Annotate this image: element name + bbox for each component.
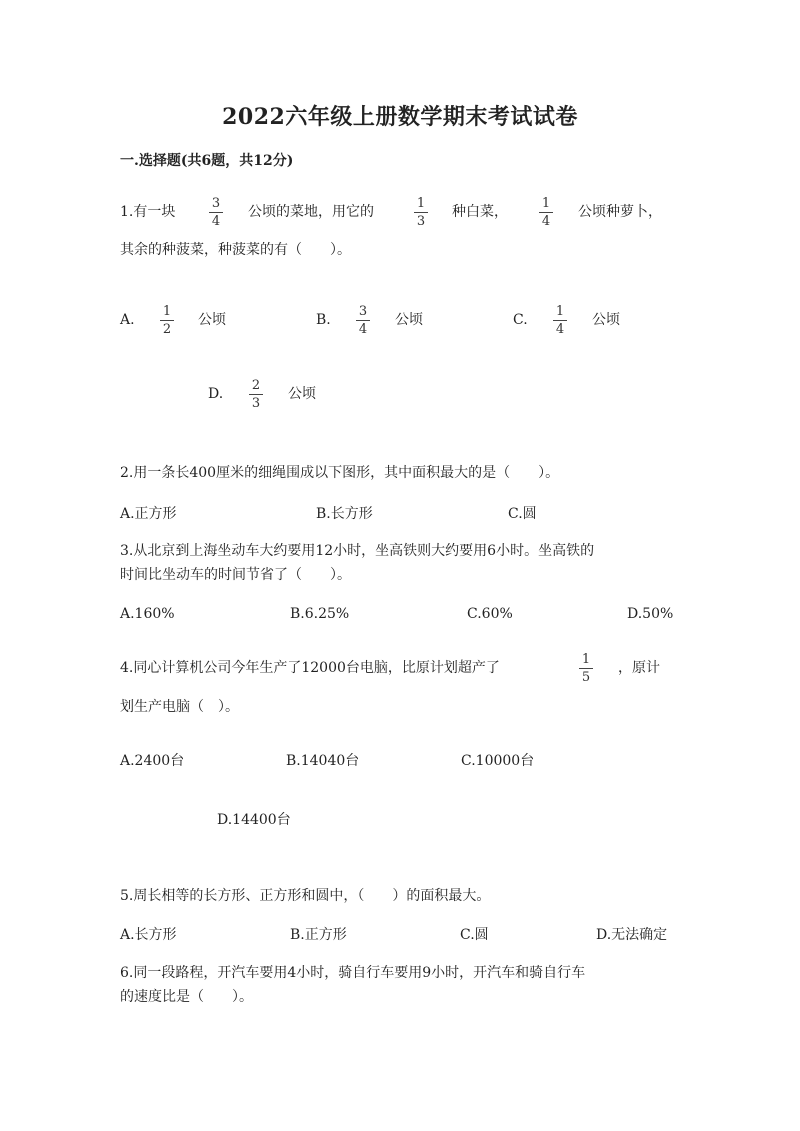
denominator: 5 bbox=[581, 670, 591, 685]
denominator: 4 bbox=[555, 322, 565, 337]
q5-option-d[interactable]: D.无法确定 bbox=[596, 927, 668, 943]
q4-stem-a: 4.同心计算机公司今年生产了12000台电脑，比原计划超产了 bbox=[120, 660, 500, 676]
option-unit: 公顷 bbox=[288, 386, 316, 402]
q3-option-b[interactable]: B.6.25% bbox=[290, 606, 350, 622]
q1-stem-b: 公顷的菜地，用它的 bbox=[248, 204, 374, 220]
denominator: 3 bbox=[251, 396, 261, 411]
denominator: 4 bbox=[358, 322, 368, 337]
option-label: B. bbox=[316, 312, 331, 328]
q2-stem: 2.用一条长400厘米的细绳围成以下图形，其中面积最大的是（ ）。 bbox=[120, 465, 560, 481]
q3-option-d[interactable]: D.50% bbox=[627, 606, 674, 622]
q1-stem-a: 1.有一块 bbox=[120, 204, 176, 220]
q6-stem-b: 的速度比是（ ）。 bbox=[120, 989, 253, 1005]
q5-stem: 5.周长相等的长方形、正方形和圆中，（ ）的面积最大。 bbox=[120, 888, 491, 904]
option-fraction bbox=[355, 304, 371, 337]
q1-fraction-1 bbox=[208, 196, 224, 229]
numerator: 1 bbox=[581, 652, 591, 667]
q4-option-a[interactable]: A.2400台 bbox=[120, 753, 185, 769]
option-label: C. bbox=[513, 312, 528, 328]
numerator: 1 bbox=[416, 196, 426, 211]
q1-stem-d: 公顷种萝卜， bbox=[578, 204, 662, 220]
q2-option-c[interactable]: C.圆 bbox=[508, 506, 537, 522]
option-fraction bbox=[159, 304, 175, 337]
q2-option-b[interactable]: B.长方形 bbox=[316, 506, 373, 522]
numerator: 2 bbox=[251, 378, 261, 393]
numerator: 1 bbox=[162, 304, 172, 319]
q4-option-b[interactable]: B.14040台 bbox=[286, 753, 360, 769]
q6-stem-a: 6.同一段路程，开汽车要用4小时，骑自行车要用9小时，开汽车和骑自行车 bbox=[120, 965, 586, 981]
denominator: 2 bbox=[162, 322, 172, 337]
q3-option-c[interactable]: C.60% bbox=[467, 606, 513, 622]
numerator: 1 bbox=[541, 196, 551, 211]
numerator: 1 bbox=[555, 304, 565, 319]
q1-stem-e: 其余的种菠菜，种菠菜的有（ ）。 bbox=[120, 242, 351, 258]
option-unit: 公顷 bbox=[592, 312, 620, 328]
option-unit: 公顷 bbox=[395, 312, 423, 328]
q4-fraction bbox=[578, 652, 594, 685]
q4-stem-b: ，原计 bbox=[618, 660, 660, 676]
q3-option-a[interactable]: A.160% bbox=[120, 606, 175, 622]
q5-option-c[interactable]: C.圆 bbox=[460, 927, 489, 943]
option-fraction bbox=[552, 304, 568, 337]
numerator: 3 bbox=[358, 304, 368, 319]
q2-option-a[interactable]: A.正方形 bbox=[120, 506, 177, 522]
option-unit: 公顷 bbox=[198, 312, 226, 328]
q4-stem-c: 划生产电脑（ ）。 bbox=[120, 699, 239, 715]
q3-stem-a: 3.从北京到上海坐动车大约要用12小时，坐高铁则大约要用6小时。坐高铁的 bbox=[120, 543, 595, 559]
option-fraction bbox=[248, 378, 264, 411]
page-title: 2022六年级上册数学期末考试试卷 bbox=[222, 104, 578, 130]
option-label: A. bbox=[120, 312, 135, 328]
q5-option-b[interactable]: B.正方形 bbox=[290, 927, 347, 943]
q4-option-c[interactable]: C.10000台 bbox=[461, 753, 535, 769]
denominator: 4 bbox=[541, 214, 551, 229]
q3-stem-b: 时间比坐动车的时间节省了（ ）。 bbox=[120, 567, 351, 583]
q1-fraction-2 bbox=[413, 196, 429, 229]
denominator: 3 bbox=[416, 214, 426, 229]
q5-option-a[interactable]: A.长方形 bbox=[120, 927, 177, 943]
q4-option-d[interactable]: D.14400台 bbox=[217, 812, 291, 828]
denominator: 4 bbox=[211, 214, 221, 229]
numerator: 3 bbox=[211, 196, 221, 211]
option-label: D. bbox=[208, 386, 224, 402]
q1-fraction-3 bbox=[538, 196, 554, 229]
q1-stem-c: 种白菜， bbox=[452, 204, 508, 220]
section-heading: 一.选择题(共6题，共12分) bbox=[120, 153, 294, 169]
